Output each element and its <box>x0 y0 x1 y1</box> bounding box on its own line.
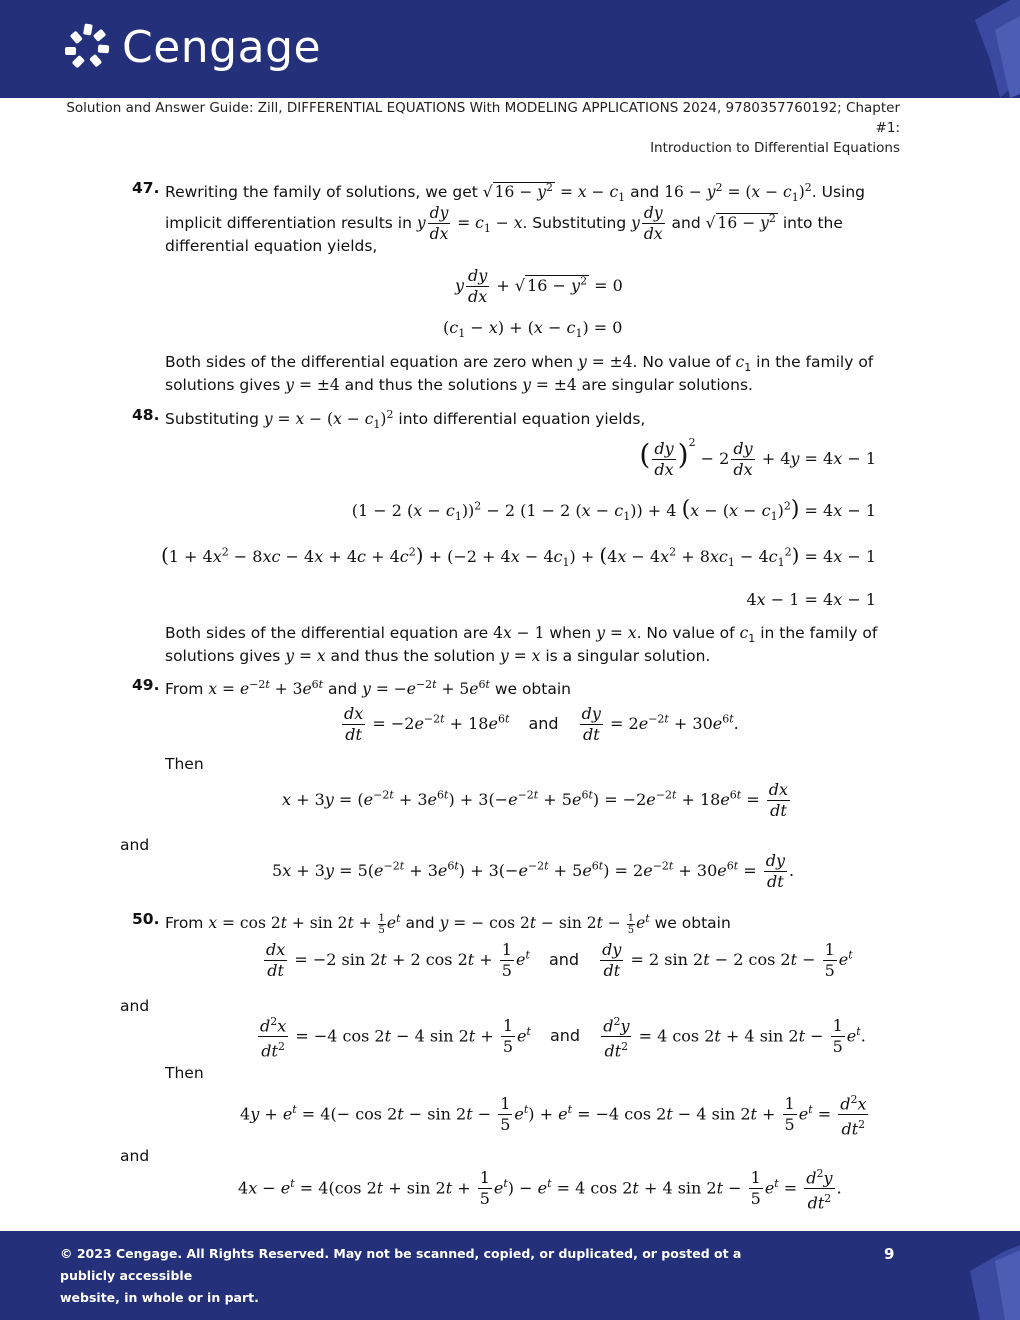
problem-47-line2: implicit differentiation results in y $\frac{dy}{dx}$ = $c_1 - x$. Substituting y $\frac{dy}{dx}$ and √ $16 - y^2$ into the <box>165 204 843 244</box>
equation: $4y + e^t = 4(- \cos 2t - \sin 2t$ − $\frac{1}{5}$ $e^t) + e^t = -4$ cos 2t − 4 sin 2t + $\frac{1}{5}$ $e^t$ = $\frac{d^2x}{dt^2}$ <box>240 1090 870 1140</box>
and-label: and <box>120 836 150 854</box>
brand-name: Cengage <box>122 21 322 73</box>
problem-48-line3: solutions gives y = x and thus the solution y = x is a singular solution. <box>165 647 711 665</box>
and-label: and <box>120 1147 150 1165</box>
problem-number: 48. <box>132 406 160 424</box>
equation: $4x - e^t = 4(\cos$ 2t + sin 2t + $\frac{1}{5}$ $e^t) - e^t = 4$ cos 2t + 4 sin 2t − $\frac{1}{5}$ $e^t$ = $\frac{d^2y}{dt^2}$ . <box>238 1164 842 1214</box>
problem-48-line2: Both sides of the differential equation are 4x − 1 when y = x. No value of $c_1$ in the family of <box>165 624 878 646</box>
equation: $x + 3y = (e^{-2t} + 3e^{6t}) + 3(-e^{-2t} + 5e^{6t}) = -2e^{-2t} + 18e^{6t}$ = $\frac{dx}{dt}$ <box>282 780 789 820</box>
problem-number: 49. <box>132 676 160 694</box>
equation: (1 − 2 $(x - c_1))^2 - 2$ (1 − 2 $(x - c_1)) + 4$ $(x - (x - c_1)^2) = 4x - 1$ <box>351 497 876 524</box>
problem-49-line1: From $x = e^{-2t} + 3e^{6t}$ and $y = -e^{-2t} + 5e^{6t}$ we obtain <box>165 678 571 699</box>
equation: $\frac{d^2x}{dt^2}$ = −4 cos 2t − 4 sin 2t + $\frac{1}{5}$ $e^t$ and $\frac{d^2y}{dt^2}$ = 4 cos 2t + 4 sin 2t − $\frac{1}{5}$ $e^t$. <box>256 1012 866 1062</box>
problem-48-line1: Substituting $y = x - (x - c_1)^2$ into differential equation yields, <box>165 408 646 432</box>
problem-47-line3: differential equation yields, <box>165 237 378 255</box>
problem-47-line4: Both sides of the differential equation are zero when y = ±4. No value of $c_1$ in the family of <box>165 353 874 375</box>
problem-number: 47. <box>132 179 160 197</box>
page-number: 9 <box>884 1245 895 1263</box>
problem-47-line1: Rewriting the family of solutions, we get √ $16 - y^2 = x - c_1$ and $16 - y^2 = (x - c_1)^2$. Using <box>165 181 866 205</box>
equation: $5x + 3y = 5(e^{-2t} + 3e^{6t}) + 3(-e^{-2t} + 5e^{6t}) = 2e^{-2t} + 30e^{6t}$ = $\frac{dy}{dt}$ . <box>272 851 795 891</box>
guide-title: Solution and Answer Guide: Zill, DIFFERENTIAL EQUATIONS With MODELING APPLICATIONS 2024, 9780357760192; Chapter #1: Introduction to Differential Equations <box>66 100 900 156</box>
footer-bar <box>0 1231 1020 1320</box>
problem-47-line5: solutions gives y = ±4 and thus the solutions y = ±4 are singular solutions. <box>165 376 753 394</box>
equation: $(c_1 - x) + (x - c_1) = 0$ <box>443 318 623 341</box>
problem-50-line1: From x = cos 2t + sin 2t + $\frac{1}{5}$ $e^t$ and y = − cos 2t − sin 2t − $\frac{1}{5}$ $e^t$ we obtain <box>165 912 731 936</box>
equation: y $\frac{dy}{dx}$ + √ $16 - y^2 = 0$ <box>455 266 623 306</box>
problem-number: 50. <box>132 910 160 928</box>
equation: $(1 + 4x^2 - 8xc - 4x + 4c + 4c^2) + (-2 + 4x - 4c_1) + (4x - 4x^2 + 8xc_1 - 4c_1^2) = 4x - 1$ <box>160 543 876 570</box>
equation: 4x − 1 = 4x − 1 <box>746 590 876 609</box>
equation: $\frac{dx}{dt}$ = −2 sin 2t + 2 cos 2t + $\frac{1}{5}$ $e^t$ and $\frac{dy}{dt}$ = 2 sin 2t − 2 cos 2t − $\frac{1}{5}$ $e^t$ <box>266 940 853 980</box>
equation: ( $\frac{dy}{dx}$ )$^2$ − 2 $\frac{dy}{dx}$ + 4y = 4x − 1 <box>639 436 876 479</box>
and-label: and <box>120 997 150 1015</box>
footer-decoration-icon <box>960 1231 1020 1320</box>
then-label: Then <box>165 1064 204 1082</box>
equation: $\frac{dx}{dt}$ = $-2e^{-2t} + 18e^{6t}$ and $\frac{dy}{dt}$ = $2e^{-2t} + 30e^{6t}$. <box>344 704 739 744</box>
copyright-notice: © 2023 Cengage. All Rights Reserved. May not be scanned, copied, or duplicated, or posted ot a publicly accessible website, in whole or in part. <box>60 1246 742 1305</box>
then-label: Then <box>165 755 204 773</box>
